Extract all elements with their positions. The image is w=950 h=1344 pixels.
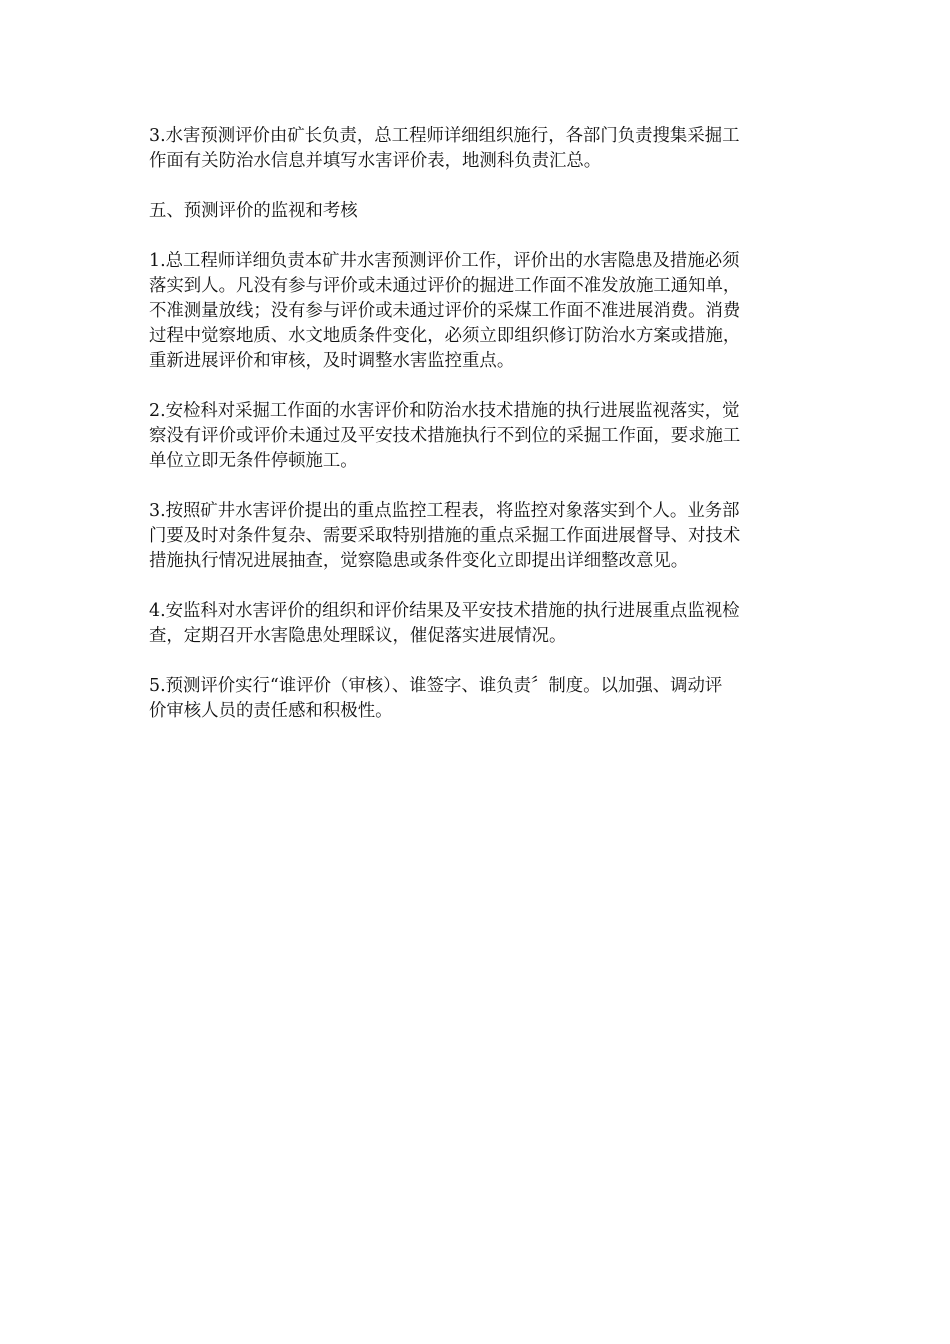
paragraph-chief-engineer: 1.总工程师详细负责本矿井水害预测评价工作，评价出的水害隐患及措施必须 落实到人。凡没有参与评价或未通过评价的掘进工作面不准发放施工通知单， 不准测量放线；没有参与评价或未通过评价的采煤工作面不准进展消费。消费 过程中觉察地质、水文地质条件变化，必须立即组织修订防治水方案或措施， 重新进展评价和审核，及时调整水害监控重点。 <box>149 251 741 371</box>
paragraph-accountability: 5.预测评价实行“谁评价（审核）、谁签字、谁负责〞制度。以加强、调动评 价审核人员的责任感和积极性。 <box>149 676 723 721</box>
document-page <box>149 124 809 749</box>
paragraph-responsibility: 3.水害预测评价由矿长负责，总工程师详细组织施行，各部门负责搜集采掘工 作面有关防治水信息并填写水害评价表，地测科负责汇总。 <box>149 126 740 171</box>
paragraph-safety-inspection: 2.安检科对采掘工作面的水害评价和防治水技术措施的执行进展监视落实，觉 察没有评价或评价未通过及平安技术措施执行不到位的采掘工作面，要求施工 单位立即无条件停顿施工。 <box>149 401 741 471</box>
section-heading-supervision: 五、预测评价的监视和考核 <box>149 201 358 221</box>
paragraph-safety-supervision: 4.安监科对水害评价的组织和评价结果及平安技术措施的执行进展重点监视检 查，定期召开水害隐患处理睬议，催促落实进展情况。 <box>149 601 740 646</box>
paragraph-monitoring-list: 3.按照矿井水害评价提出的重点监控工程表，将监控对象落实到个人。业务部 门要及时对条件复杂、需要采取特别措施的重点采掘工作面进展督导、对技术 措施执行情况进展抽查，觉察隐患或条件变化立即提出详细整改意见。 <box>149 501 741 571</box>
